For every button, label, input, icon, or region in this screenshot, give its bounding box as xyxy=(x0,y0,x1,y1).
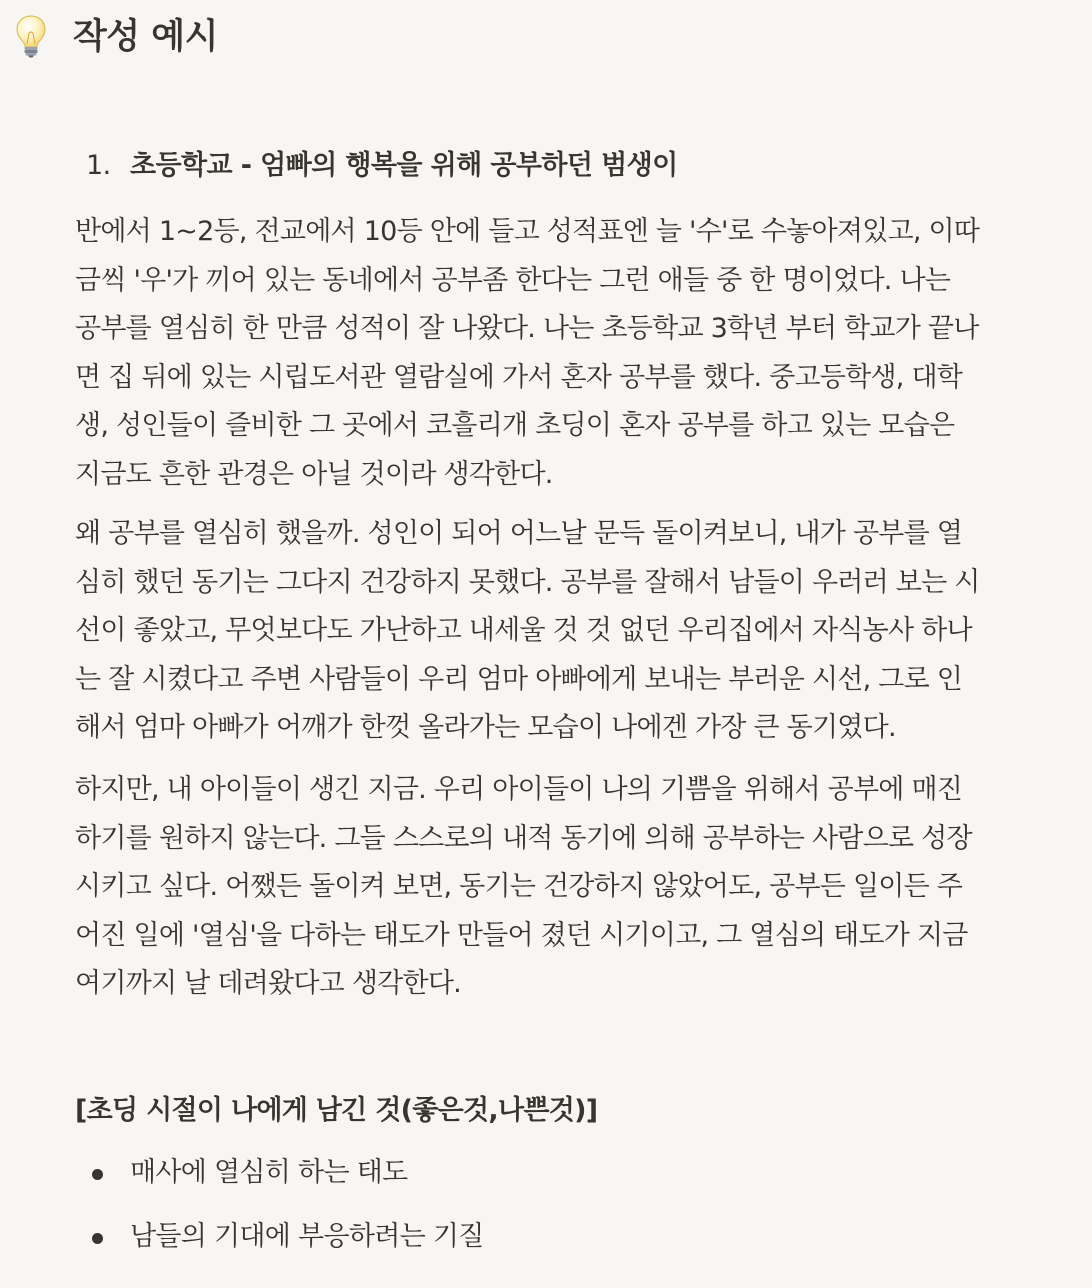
paragraph-line: 생, 성인들이 즐비한 그 곳에서 코흘리개 초딩이 혼자 공부를 하고 있는 모습은 xyxy=(75,410,955,441)
bullet-dot-icon xyxy=(92,1169,103,1180)
section-number: 1. xyxy=(86,150,111,181)
paragraph-line: 하기를 원하지 않는다. 그들 스스로의 내적 동기에 의해 공부하는 사람으로 성장 xyxy=(75,822,972,854)
paragraph-line: 어진 일에 '열심'을 다하는 태도가 만들어 졌던 시기이고, 그 열심의 태도가 지금 xyxy=(75,919,968,951)
paragraph-line: 면 집 뒤에 있는 시립도서관 열람실에 가서 혼자 공부를 했다. 중고등학생, 대학 xyxy=(75,361,963,393)
paragraph-line: 지금도 흔한 관경은 아닐 것이라 생각한다. xyxy=(75,458,553,490)
takeaways-heading: [초딩 시절이 나에게 남긴 것(좋은것,나쁜것)] xyxy=(75,1095,598,1126)
list-item-text: 매사에 열심히 하는 태도 xyxy=(130,1157,408,1188)
paragraph-1 xyxy=(75,208,1065,499)
paragraph-3 xyxy=(75,766,1065,1009)
paragraph-line: 시키고 싶다. 어쨌든 돌이켜 보면, 동기는 건강하지 않았어도, 공부든 일이든 주 xyxy=(75,871,963,902)
callout-title: 작성 예시 xyxy=(73,17,218,57)
paragraph-line: 하지만, 내 아이들이 생긴 지금. 우리 아이들이 나의 기쁨을 위해서 공부에 매진 xyxy=(75,774,963,805)
section-heading xyxy=(86,146,678,186)
paragraph-line: 공부를 열심히 한 만큼 성적이 잘 나왔다. 나는 초등학교 3학년 부터 학교가 끝나 xyxy=(75,313,979,344)
list-item-text: 남들의 기대에 부응하려는 기질 xyxy=(130,1221,484,1252)
lightbulb-icon xyxy=(14,14,48,58)
paragraph-line: 선이 좋았고, 무엇보다도 가난하고 내세울 것 것 없던 우리집에서 자식농사 하나 xyxy=(75,615,972,646)
section-title: 초등학교 - 엄빠의 행복을 위해 공부하던 범생이 xyxy=(130,150,678,181)
paragraph-2 xyxy=(75,510,1065,753)
paragraph-line: 는 잘 시켰다고 주변 사람들이 우리 엄마 아빠에게 보내는 부러운 시선, 그로 인 xyxy=(75,663,963,695)
paragraph-line: 반에서 1~2등, 전교에서 10등 안에 들고 성적표엔 늘 '수'로 수놓아져있고, 이따 xyxy=(75,216,980,247)
paragraph-line: 해서 엄마 아빠가 어깨가 한껏 올라가는 모습이 나에겐 가장 큰 동기였다. xyxy=(75,712,896,743)
bullet-dot-icon xyxy=(92,1233,103,1244)
paragraph-line: 왜 공부를 열심히 했을까. 성인이 되어 어느날 문득 돌이켜보니, 내가 공부를 열 xyxy=(75,518,963,549)
paragraph-line: 심히 했던 동기는 그다지 건강하지 못했다. 공부를 잘해서 남들이 우러러 보는 시 xyxy=(75,566,980,598)
paragraph-line: 여기까지 날 데려왔다고 생각한다. xyxy=(75,968,461,999)
paragraph-line: 금씩 '우'가 끼어 있는 동네에서 공부좀 한다는 그런 애들 중 한 명이었다. 나는 xyxy=(75,264,951,296)
